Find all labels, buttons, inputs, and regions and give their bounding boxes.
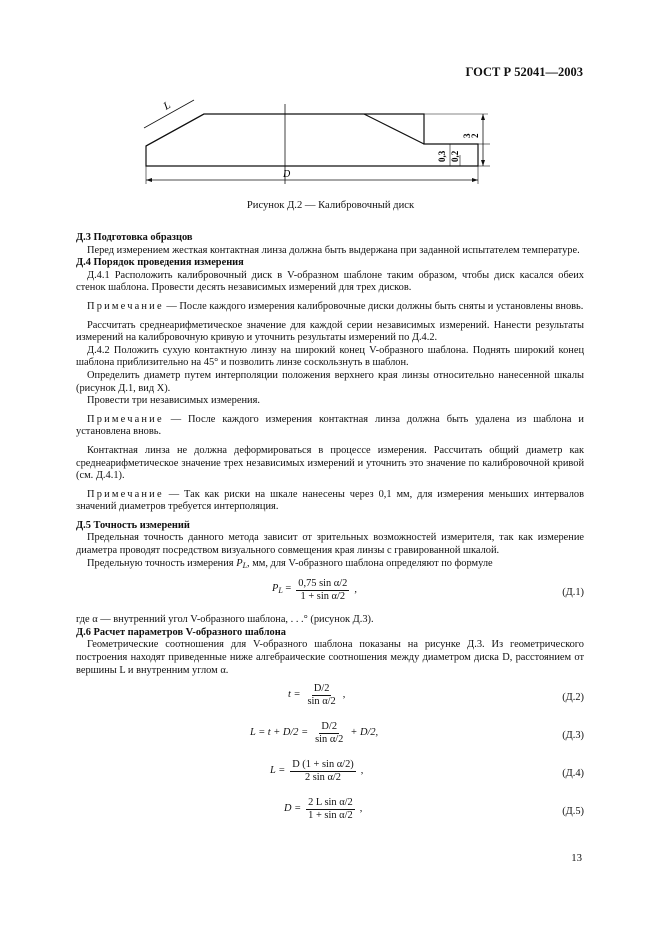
dim-03-label: 0,3 [437,150,447,162]
eq-number-d2: (Д.2) [562,692,584,704]
note-2 [76,414,584,439]
note-2-label: Примечание [87,413,164,425]
note-1-label: Примечание [87,300,164,312]
figure-caption: Рисунок Д.2 — Калибровочный диск [246,200,415,211]
dim-3-label: 3 [462,133,472,138]
formula-d1: $P_L$ = $\frac{\text{0,75 sin α/2}}{\text{1 + sin α/2}}$ , (Д.1) [272,578,584,603]
note-3-label: Примечание [87,488,164,500]
formula-d1-where: где α — внутренний угол V-образного шаблона, . . .° (рисунок Д.3). [76,614,374,626]
right-bevel [364,114,424,144]
dim-2-label: 2 [470,133,480,138]
dim-02-label: 0,2 [450,150,460,162]
section-d42-para3: Провести три независимых измерения. [87,395,260,407]
section-d5-text: Предельная точность данного метода зависит от зрительных возможностей измерителя, так как измерение диаметра проводят посредством визуального совмещения края линзы с гравированной шкалой. [76,532,584,557]
section-d42-para4: Контактная линза не должна деформироваться в процессе измерения. Рассчитать общий диаметр как среднеарифметическое значение трех независимых измерений и уточнить это значение по калибровочной кривой (см. Д.4.1). [76,444,584,482]
section-d4-para2: Рассчитать среднеарифметическое значение для каждой серии независимых измерений. Нанести результаты измерений на калибровочную кривую и уточнить результаты измерений по Д.4.2. [76,319,584,344]
D-label: D [283,169,291,180]
section-d5-para2: Предельную точность измерения $P_L$, мм, для V-образного шаблона определяют по формуле [87,557,493,570]
section-d41-text: Д.4.1 Расположить калибровочный диск в V-образном шаблоне таким образом, чтобы диск касался обеих стенок шаблона. Провести десять независимых измерений для трех дисков. [76,269,584,294]
note-1 [76,301,584,314]
section-d42-text: Д.4.2 Положить сухую контактную линзу на широкий конец V-образного шаблона. Поднять широкий конец шаблона приблизительно на 45° и позволить линзе соскользнуть в шаблон. [76,344,584,369]
section-d3-title: Д.3 Подготовка образцов [76,232,193,243]
formula-d5: D = $\frac{\text{2 L sin α/2}}{\text{1 + sin α/2}}$ , (Д.5) [284,797,584,822]
section-d4-title: Д.4 Порядок проведения измерения [76,257,244,269]
section-d6-text: Геометрические соотношения для V-образного шаблона показаны на рисунке Д.3. Из геометрического построения находят приведенные ниже алгебраические соотношения между диаметром диска D, расстоянием от вершины L и внутренним углом α. [76,639,584,676]
page-number: 13 [571,852,582,864]
note-1-text: — После каждого измерения калибровочные диски должны быть сняты и установлены вновь. [166,300,584,312]
formula-d4: L = $\frac{\text{D (1 + sin α/2)}}{\text{2 sin α/2}}$ , (Д.4) [270,759,584,784]
formula-d2: t = $\frac{D/2}{\text{sin α/2}}$ , (Д.2) [288,683,584,708]
L-label: L [161,99,173,113]
section-d3-text: Перед измерением жесткая контактная линза должна быть выдержана при заданной испытателем температуре. [87,244,580,256]
note-3 [76,489,584,514]
calibration-disc-figure [138,96,498,191]
standard-header: ГОСТ Р 52041—2003 [465,65,583,79]
note-3-text: — Так как риски на шкале нанесены через 0,1 мм, для измерения меньших интервалов значений диаметров требуется интерполяция. [76,488,584,513]
section-d5-title: Д.5 Точность измерений [76,519,190,531]
eq-number-d4: (Д.4) [562,768,584,780]
main-text [76,232,584,829]
eq-number-d3: (Д.3) [562,730,584,742]
left-bevel [146,114,204,146]
eq-number-d5: (Д.5) [562,806,584,818]
note-2-text: — После каждого измерения контактная линза должна быть удалена из шаблона и установлена вновь. [76,413,584,438]
eq-number-d1: (Д.1) [562,587,584,599]
disc-outline [146,114,478,166]
section-d42-para2: Определить диаметр путем интерполяции положения верхнего края линзы относительно нанесенной шкалы (рисунок Д.1, вид X). [76,369,584,394]
formula-d3: L = t + D/2 = $\frac{D/2}{\text{sin α/2}}$ + D/2, (Д.3) [250,721,584,746]
section-d6-title: Д.6 Расчет параметров V-образного шаблона [76,626,286,638]
